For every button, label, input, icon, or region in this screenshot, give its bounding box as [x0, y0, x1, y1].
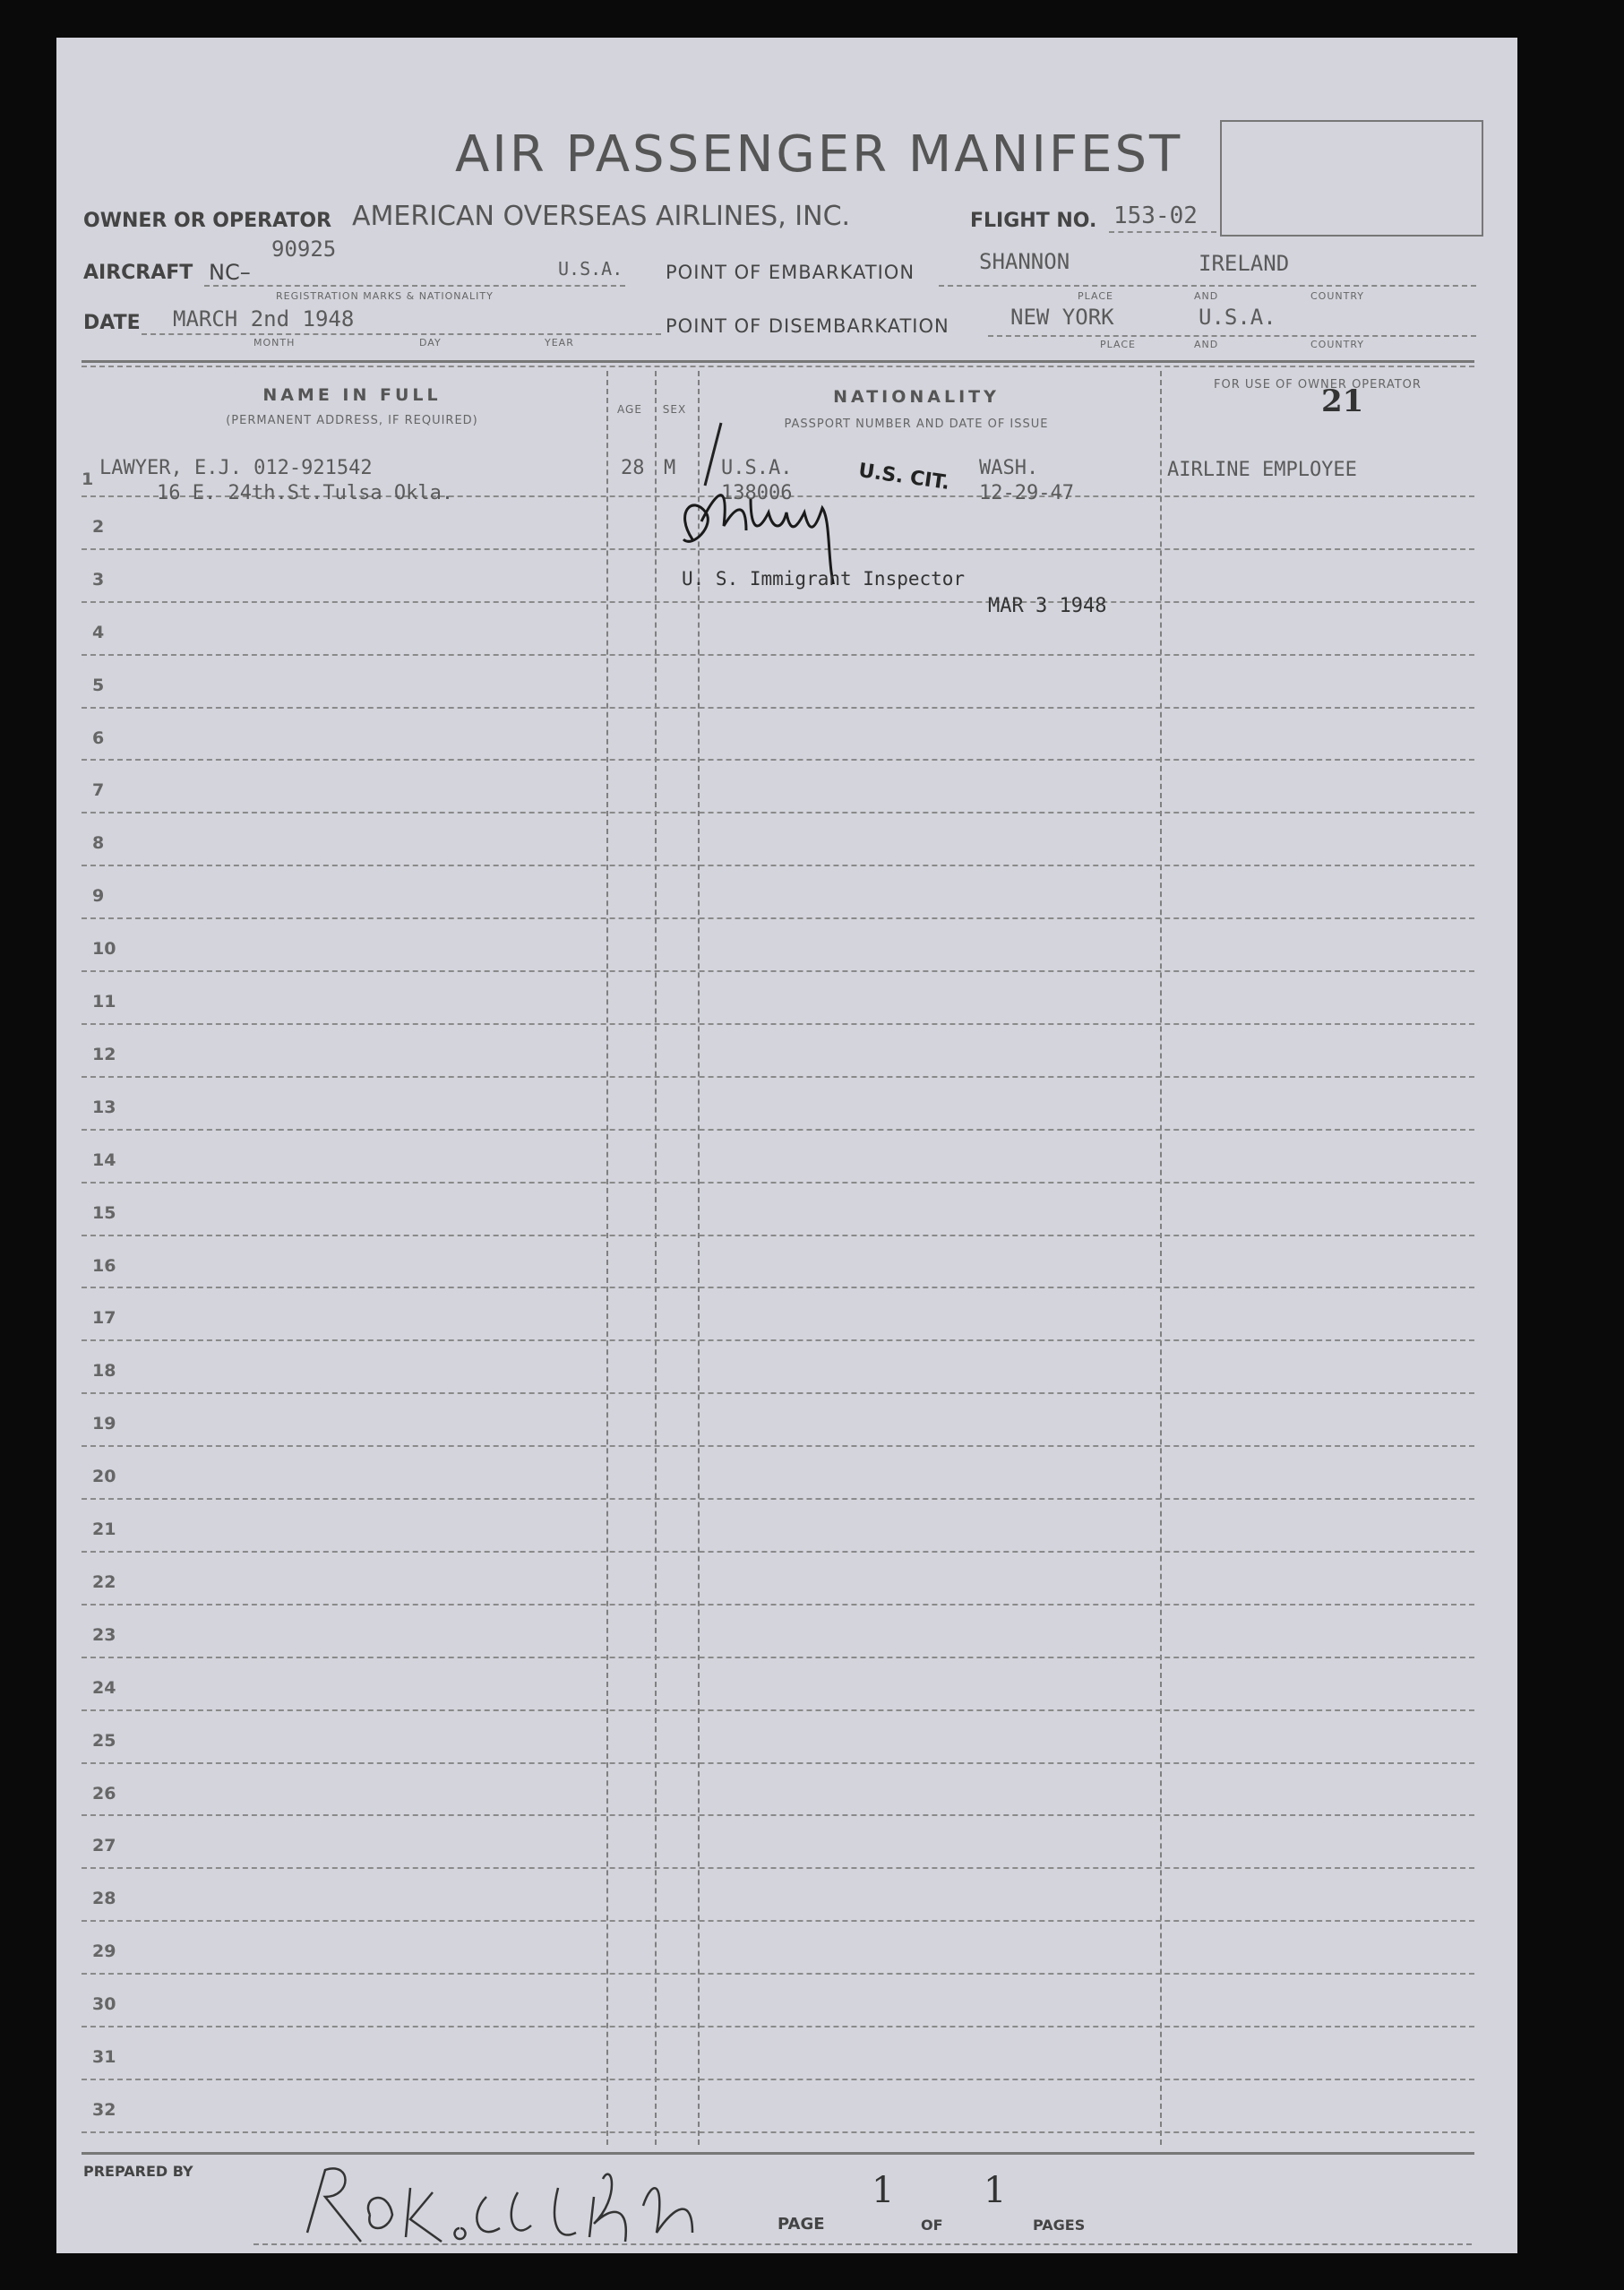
row-number: 28	[92, 1889, 116, 1909]
passport-issue-place: WASH.	[979, 457, 1039, 479]
row-number: 26	[92, 1783, 116, 1804]
office-use-box	[1220, 120, 1483, 237]
place-caption: PLACE	[1078, 290, 1113, 302]
row-number: 21	[92, 1519, 116, 1539]
row-rule	[82, 812, 1474, 814]
pages-label: PAGES	[1033, 2217, 1086, 2234]
header-nationality-sub: PASSPORT NUMBER AND DATE OF ISSUE	[784, 418, 1049, 431]
row-rule	[82, 917, 1474, 919]
month-caption: MONTH	[253, 337, 296, 349]
row-rule	[82, 1551, 1474, 1553]
passenger-sex: M	[664, 457, 676, 479]
inspection-date-stamp: MAR 3 1948	[988, 595, 1107, 617]
disembarkation-place: NEW YORK	[1010, 305, 1114, 330]
embarkation-place: SHANNON	[979, 249, 1070, 274]
row-number: 16	[92, 1255, 116, 1276]
passenger-age: 28	[621, 457, 645, 479]
row-number: 19	[92, 1414, 116, 1434]
row-number: 4	[92, 622, 105, 642]
header-sex: SEX	[662, 403, 687, 416]
row-rule	[82, 1657, 1474, 1658]
aircraft-prefix: NC–	[209, 260, 251, 285]
row-number: 30	[92, 1994, 116, 2015]
row-rule	[82, 1445, 1474, 1447]
passenger-nationality: U.S.A.	[721, 457, 793, 479]
row-number: 10	[92, 939, 116, 960]
disembarkation-country: U.S.A.	[1199, 305, 1276, 330]
row-number: 8	[92, 833, 105, 854]
row-number: 11	[92, 992, 116, 1012]
row-rule	[82, 1235, 1474, 1236]
page-label: PAGE	[778, 2215, 825, 2234]
aircraft-registration: 90925	[271, 237, 337, 262]
passenger-passport-number: 138006	[721, 482, 793, 504]
row-number: 9	[92, 886, 105, 907]
and-caption-2: AND	[1194, 339, 1219, 350]
row-rule	[82, 601, 1474, 603]
row-number: 25	[92, 1730, 116, 1751]
us-citizen-stamp: U.S. CIT.	[856, 459, 951, 495]
row-rule	[82, 1920, 1474, 1922]
row-rule	[82, 2131, 1474, 2133]
passenger-name: LAWYER, E.J. 012-921542	[99, 457, 373, 479]
flight-label: FLIGHT NO.	[970, 210, 1097, 232]
country-caption-2: COUNTRY	[1310, 339, 1364, 350]
total-pages: 1	[984, 2170, 1007, 2211]
row-number: 2	[92, 516, 105, 537]
row-rule	[82, 1709, 1474, 1711]
row-number: 5	[92, 675, 105, 695]
owner-value: AMERICAN OVERSEAS AIRLINES, INC.	[352, 201, 851, 232]
row-rule	[82, 707, 1474, 709]
row-number: 12	[92, 1044, 116, 1064]
passenger-address: 16 E. 24th.St.Tulsa Okla.	[157, 482, 454, 504]
row-rule	[82, 654, 1474, 656]
row-rule	[82, 1392, 1474, 1394]
embarkation-country: IRELAND	[1199, 251, 1290, 276]
row-rule	[82, 1973, 1474, 1975]
row-rule	[82, 1023, 1474, 1025]
row-number: 27	[92, 1836, 116, 1856]
row-rule	[82, 2079, 1474, 2080]
row-number: 14	[92, 1149, 116, 1170]
form-title: AIR PASSENGER MANIFEST	[455, 125, 1183, 184]
of-label: OF	[921, 2217, 943, 2234]
row-number: 22	[92, 1571, 116, 1592]
aircraft-nationality: U.S.A.	[558, 258, 623, 280]
header-age: AGE	[617, 403, 642, 416]
row-rule	[82, 2026, 1474, 2027]
row-rule	[82, 1339, 1474, 1341]
preparer-signature	[289, 2143, 755, 2251]
row-number: 1	[82, 469, 94, 489]
row-rule	[82, 865, 1474, 866]
row-rule	[82, 1498, 1474, 1500]
row-number: 3	[92, 569, 105, 590]
row-rule	[82, 1762, 1474, 1764]
row-number: 18	[92, 1361, 116, 1382]
date-value: MARCH 2nd 1948	[173, 306, 355, 331]
country-caption: COUNTRY	[1310, 290, 1364, 302]
row-rule	[82, 1129, 1474, 1131]
disembarkation-label: POINT OF DISEMBARKATION	[666, 315, 949, 337]
manifest-sheet	[56, 38, 1517, 2253]
flight-number: 153-02	[1113, 202, 1198, 229]
inspector-title: U. S. Immigrant Inspector	[682, 568, 966, 590]
registration-caption: REGISTRATION MARKS & NATIONALITY	[276, 290, 494, 302]
row-rule	[82, 1287, 1474, 1288]
row-rule	[82, 1814, 1474, 1816]
row-number: 7	[92, 780, 105, 801]
aircraft-label: AIRCRAFT	[83, 262, 193, 284]
inspector-signature	[666, 414, 898, 584]
embarkation-label: POINT OF EMBARKATION	[666, 262, 915, 283]
header-nationality: NATIONALITY	[833, 387, 1000, 407]
prepared-by-label: PREPARED BY	[83, 2163, 193, 2180]
row-number: 6	[92, 727, 105, 748]
row-rule	[82, 1076, 1474, 1078]
passport-issue-date: 12-29-47	[979, 482, 1074, 504]
row-rule	[82, 1867, 1474, 1869]
row-number: 23	[92, 1624, 116, 1645]
header-name: NAME IN FULL	[262, 385, 442, 405]
row-number: 20	[92, 1467, 116, 1487]
row-number: 31	[92, 2047, 116, 2067]
row-number: 29	[92, 1941, 116, 1962]
date-label: DATE	[83, 312, 141, 334]
header-name-sub: (PERMANENT ADDRESS, IF REQUIRED)	[226, 414, 478, 427]
row-rule	[82, 1604, 1474, 1606]
row-number: 32	[92, 2099, 116, 2120]
row-number: 24	[92, 1677, 116, 1698]
row-rule	[82, 1182, 1474, 1184]
header-owner-use: FOR USE OF OWNER OPERATOR	[1214, 378, 1422, 392]
passenger-remark: AIRLINE EMPLOYEE	[1167, 459, 1357, 481]
owner-use-number: 21	[1321, 383, 1364, 419]
row-number: 13	[92, 1097, 116, 1117]
row-number: 17	[92, 1308, 116, 1329]
owner-label: OWNER OR OPERATOR	[83, 210, 332, 232]
row-number: 15	[92, 1202, 116, 1223]
day-caption: DAY	[419, 337, 442, 349]
row-rule	[82, 759, 1474, 761]
and-caption: AND	[1194, 290, 1219, 302]
row-rule	[82, 970, 1474, 972]
page-number: 1	[872, 2170, 895, 2211]
place-caption-2: PLACE	[1100, 339, 1136, 350]
year-caption: YEAR	[545, 337, 574, 349]
